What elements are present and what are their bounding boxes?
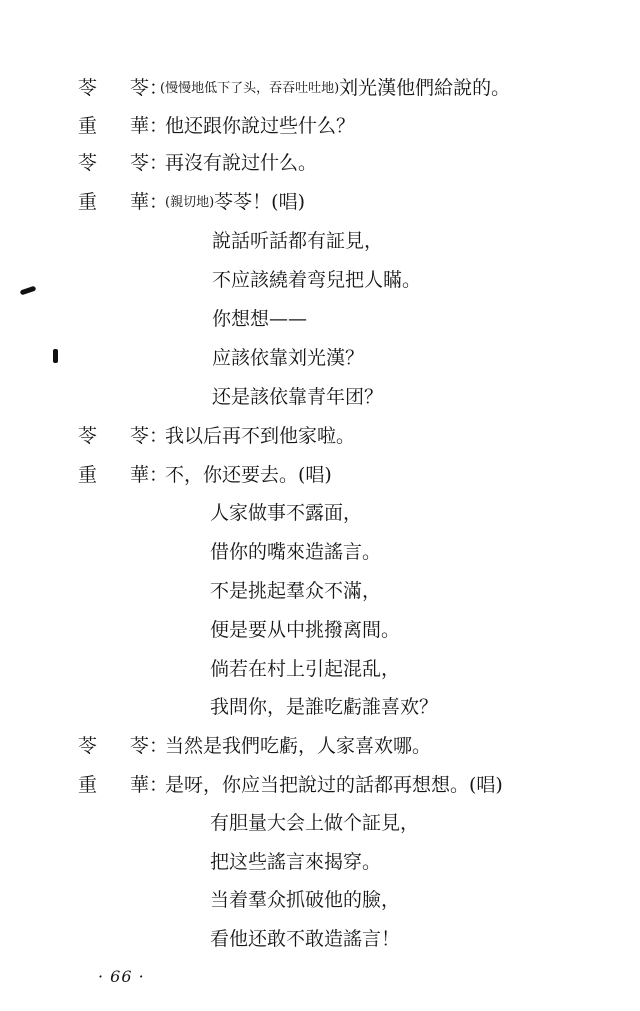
verse-line: 当着羣众抓破他的臉， [210,889,401,911]
verse-line: 人家做事不露面， [210,502,363,524]
speaker-label: 重 華： [78,115,168,137]
speech-text: 是呀，你应当把說过的話都再想想。(唱) [165,774,503,796]
verse-line: 还是該依靠青年团？ [212,386,384,408]
speech-text: 他还跟你說过些什么？ [165,115,356,137]
stage-direction: (慢慢地低下了头，吞吞吐吐地) [160,81,340,96]
verse-line: 把这些謠言來揭穿。 [210,851,382,873]
ink-blot [20,286,37,296]
speech-text: (慢慢地低下了头，吞吞吐吐地)刘光漢他們給說的。 [160,77,511,99]
verse-line: 我問你，是誰吃虧誰喜欢？ [210,696,439,718]
speaker-label: 苓 苓： [78,425,168,447]
verse-line: 借你的嘴來造謠言。 [210,541,382,563]
speech-text: 当然是我們吃虧，人家喜欢哪。 [165,735,432,757]
verse-line: 有胆量大会上做个証見， [210,812,420,834]
verse-line: 看他还敢不敢造謠言！ [210,928,401,950]
speaker-label: 苓 苓： [78,735,168,757]
verse-line: 不是挑起羣众不滿， [210,580,382,602]
verse-line: 应該依靠刘光漢？ [212,347,365,369]
speech-text: 我以后再不到他家啦。 [165,425,356,447]
speaker-label: 重 華： [78,464,168,486]
speaker-label: 苓 苓： [78,152,168,174]
stage-direction: (親切地) [165,195,215,210]
verse-line: 倘若在村上引起混乱， [210,658,401,680]
speaker-label: 重 華： [78,774,168,796]
speech-text: (親切地)苓苓！(唱) [165,191,305,213]
speaker-label: 重 華： [78,191,168,213]
verse-line: 不应該繞着弯兒把人瞞。 [212,269,422,291]
speech-text: 再沒有說过什么。 [165,152,318,174]
verse-line: 便是要从中挑撥离間。 [210,619,401,641]
speaker-label: 苓 苓： [78,77,168,99]
ink-blot [53,349,58,363]
verse-line: 你想想—— [212,308,308,330]
verse-line: 說話听話都有証見， [212,230,384,252]
page-number: · 66 · [98,967,145,986]
speech-text: 不，你还要去。(唱) [165,464,332,486]
